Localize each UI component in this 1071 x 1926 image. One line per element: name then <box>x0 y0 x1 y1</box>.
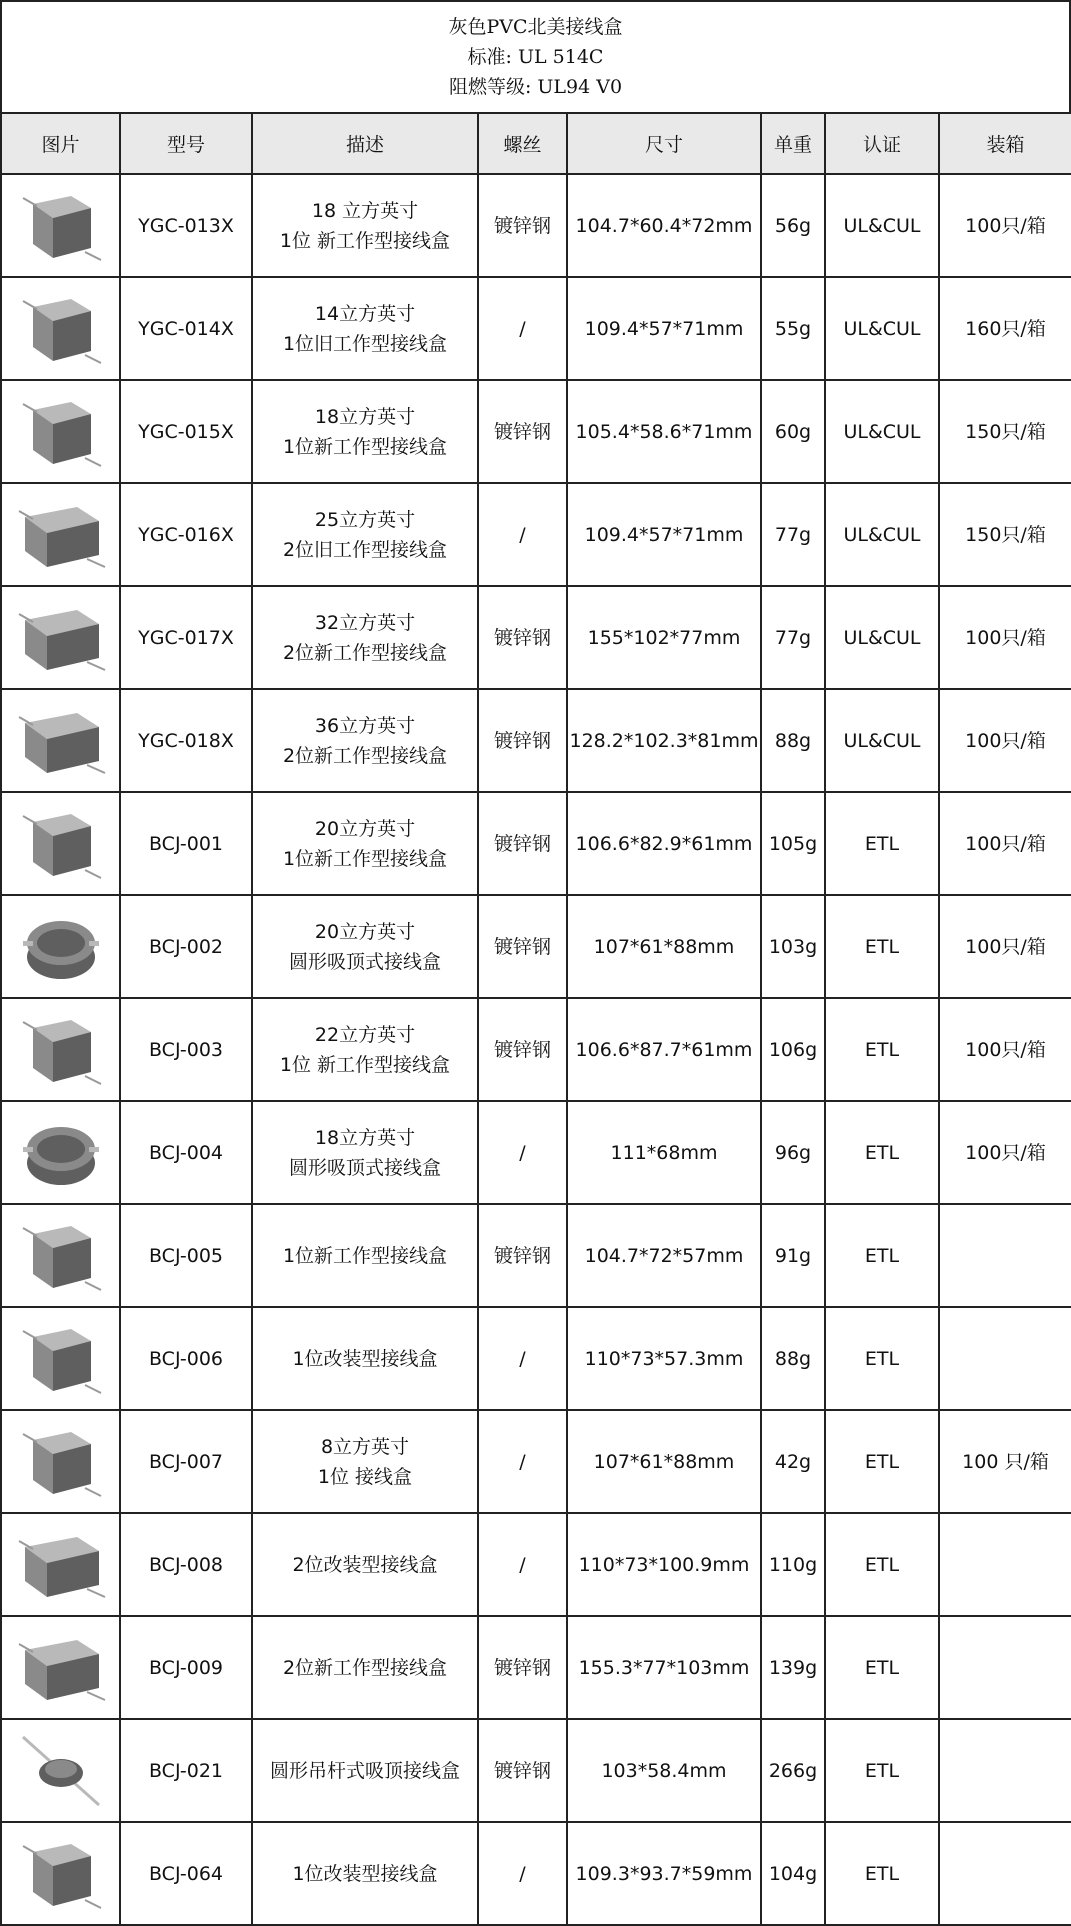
rect-box-icon <box>2 289 119 369</box>
table-row <box>1 895 1071 998</box>
packing-cell: 100 只/箱 <box>939 1410 1071 1513</box>
table-row <box>1 1616 1071 1719</box>
table-row <box>1 792 1071 895</box>
description-cell: 18立方英寸 1位新工作型接线盒 <box>252 380 478 483</box>
screw-cell: 镀锌钢 <box>478 895 567 998</box>
product-image-cell <box>1 792 120 895</box>
size-cell: 104.7*72*57mm <box>567 1204 761 1307</box>
product-image-cell <box>1 689 120 792</box>
product-image-cell <box>1 1822 120 1925</box>
size-cell: 105.4*58.6*71mm <box>567 380 761 483</box>
column-header-weight: 单重 <box>761 113 825 174</box>
certification-cell: ETL <box>825 1616 939 1719</box>
size-cell: 155*102*77mm <box>567 586 761 689</box>
table-row <box>1 1101 1071 1204</box>
weight-cell: 56g <box>761 174 825 277</box>
packing-cell: 100只/箱 <box>939 586 1071 689</box>
table-row <box>1 174 1071 277</box>
column-header-size: 尺寸 <box>567 113 761 174</box>
size-cell: 106.6*82.9*61mm <box>567 792 761 895</box>
description-cell: 18立方英寸 圆形吸顶式接线盒 <box>252 1101 478 1204</box>
screw-cell: 镀锌钢 <box>478 689 567 792</box>
description-cell: 1位新工作型接线盒 <box>252 1204 478 1307</box>
certification-cell: ETL <box>825 1822 939 1925</box>
certification-cell: ETL <box>825 1513 939 1616</box>
screw-cell: / <box>478 1307 567 1410</box>
screw-cell: / <box>478 483 567 586</box>
size-cell: 109.4*57*71mm <box>567 277 761 380</box>
model-cell: BCJ-008 <box>120 1513 252 1616</box>
description-cell: 18 立方英寸 1位 新工作型接线盒 <box>252 174 478 277</box>
weight-cell: 96g <box>761 1101 825 1204</box>
screw-cell: 镀锌钢 <box>478 174 567 277</box>
size-cell: 110*73*100.9mm <box>567 1513 761 1616</box>
product-image-cell <box>1 895 120 998</box>
size-cell: 111*68mm <box>567 1101 761 1204</box>
description-cell: 22立方英寸 1位 新工作型接线盒 <box>252 998 478 1101</box>
round-box-icon <box>2 907 119 987</box>
weight-cell: 91g <box>761 1204 825 1307</box>
double-box-icon <box>2 1628 119 1708</box>
size-cell: 110*73*57.3mm <box>567 1307 761 1410</box>
packing-cell <box>939 1616 1071 1719</box>
screw-cell: 镀锌钢 <box>478 586 567 689</box>
certification-cell: UL&CUL <box>825 277 939 380</box>
screw-cell: / <box>478 1513 567 1616</box>
weight-cell: 139g <box>761 1616 825 1719</box>
rect-box-icon <box>2 186 119 266</box>
table-row <box>1 1204 1071 1307</box>
model-cell: BCJ-064 <box>120 1822 252 1925</box>
model-cell: BCJ-003 <box>120 998 252 1101</box>
description-cell: 32立方英寸 2位新工作型接线盒 <box>252 586 478 689</box>
size-cell: 107*61*88mm <box>567 1410 761 1513</box>
description-cell: 1位改装型接线盒 <box>252 1822 478 1925</box>
certification-cell: ETL <box>825 1204 939 1307</box>
certification-cell: ETL <box>825 792 939 895</box>
column-header-model: 型号 <box>120 113 252 174</box>
double-box-icon <box>2 701 119 781</box>
screw-cell: / <box>478 277 567 380</box>
packing-cell <box>939 1513 1071 1616</box>
packing-cell: 100只/箱 <box>939 998 1071 1101</box>
table-row <box>1 483 1071 586</box>
weight-cell: 77g <box>761 586 825 689</box>
rect-box-icon <box>2 1422 119 1502</box>
weight-cell: 110g <box>761 1513 825 1616</box>
column-header-description: 描述 <box>252 113 478 174</box>
product-image-cell <box>1 1616 120 1719</box>
table-row <box>1 1719 1071 1822</box>
weight-cell: 106g <box>761 998 825 1101</box>
flame-rating-line: 阻燃等级: UL94 V0 <box>448 76 623 98</box>
screw-cell: 镀锌钢 <box>478 380 567 483</box>
certification-cell: UL&CUL <box>825 174 939 277</box>
table-row <box>1 1822 1071 1925</box>
model-cell: YGC-016X <box>120 483 252 586</box>
description-cell: 20立方英寸 1位新工作型接线盒 <box>252 792 478 895</box>
model-cell: YGC-018X <box>120 689 252 792</box>
packing-cell: 100只/箱 <box>939 1101 1071 1204</box>
product-image-cell <box>1 1513 120 1616</box>
weight-cell: 60g <box>761 380 825 483</box>
weight-cell: 77g <box>761 483 825 586</box>
screw-cell: 镀锌钢 <box>478 1719 567 1822</box>
column-header-certification: 认证 <box>825 113 939 174</box>
packing-cell: 100只/箱 <box>939 792 1071 895</box>
description-cell: 1位改装型接线盒 <box>252 1307 478 1410</box>
size-cell: 104.7*60.4*72mm <box>567 174 761 277</box>
table-row <box>1 998 1071 1101</box>
size-cell: 107*61*88mm <box>567 895 761 998</box>
table-row <box>1 380 1071 483</box>
weight-cell: 105g <box>761 792 825 895</box>
model-cell: YGC-017X <box>120 586 252 689</box>
model-cell: YGC-015X <box>120 380 252 483</box>
product-image-cell <box>1 1101 120 1204</box>
weight-cell: 42g <box>761 1410 825 1513</box>
model-cell: BCJ-005 <box>120 1204 252 1307</box>
weight-cell: 88g <box>761 689 825 792</box>
rect-box-icon <box>2 1834 119 1914</box>
size-cell: 106.6*87.7*61mm <box>567 998 761 1101</box>
table-body <box>1 174 1071 1925</box>
standard-line: 标准: UL 514C <box>467 46 604 68</box>
product-image-cell <box>1 998 120 1101</box>
table-row <box>1 689 1071 792</box>
weight-cell: 266g <box>761 1719 825 1822</box>
packing-cell <box>939 1204 1071 1307</box>
certification-cell: ETL <box>825 895 939 998</box>
product-image-cell <box>1 1719 120 1822</box>
column-header-screw: 螺丝 <box>478 113 567 174</box>
size-cell: 155.3*77*103mm <box>567 1616 761 1719</box>
model-cell: BCJ-001 <box>120 792 252 895</box>
model-cell: BCJ-009 <box>120 1616 252 1719</box>
certification-cell: ETL <box>825 1719 939 1822</box>
packing-cell: 100只/箱 <box>939 689 1071 792</box>
double-box-icon <box>2 598 119 678</box>
description-cell: 2位新工作型接线盒 <box>252 1616 478 1719</box>
packing-cell: 100只/箱 <box>939 895 1071 998</box>
weight-cell: 88g <box>761 1307 825 1410</box>
title-block <box>0 0 1071 112</box>
screw-cell: 镀锌钢 <box>478 998 567 1101</box>
table-row <box>1 586 1071 689</box>
model-cell: BCJ-007 <box>120 1410 252 1513</box>
certification-cell: UL&CUL <box>825 380 939 483</box>
certification-cell: UL&CUL <box>825 483 939 586</box>
model-cell: BCJ-002 <box>120 895 252 998</box>
weight-cell: 55g <box>761 277 825 380</box>
model-cell: BCJ-021 <box>120 1719 252 1822</box>
certification-cell: ETL <box>825 1101 939 1204</box>
description-cell: 25立方英寸 2位旧工作型接线盒 <box>252 483 478 586</box>
screw-cell: 镀锌钢 <box>478 1616 567 1719</box>
description-cell: 圆形吊杆式吸顶接线盒 <box>252 1719 478 1822</box>
model-cell: BCJ-006 <box>120 1307 252 1410</box>
product-table <box>0 112 1071 1926</box>
column-header-packing: 装箱 <box>939 113 1071 174</box>
screw-cell: / <box>478 1101 567 1204</box>
packing-cell <box>939 1719 1071 1822</box>
description-cell: 36立方英寸 2位新工作型接线盒 <box>252 689 478 792</box>
model-cell: YGC-013X <box>120 174 252 277</box>
product-image-cell <box>1 586 120 689</box>
rect-box-icon <box>2 1319 119 1399</box>
product-image-cell <box>1 1204 120 1307</box>
sheet-title: 灰色PVC北美接线盒 <box>448 16 623 38</box>
certification-cell: ETL <box>825 1410 939 1513</box>
rect-box-icon <box>2 804 119 884</box>
table-row <box>1 277 1071 380</box>
description-cell: 2位改装型接线盒 <box>252 1513 478 1616</box>
column-header-image: 图片 <box>1 113 120 174</box>
rect-box-icon <box>2 1216 119 1296</box>
screw-cell: 镀锌钢 <box>478 1204 567 1307</box>
certification-cell: UL&CUL <box>825 586 939 689</box>
packing-cell: 100只/箱 <box>939 174 1071 277</box>
screw-cell: / <box>478 1822 567 1925</box>
model-cell: YGC-014X <box>120 277 252 380</box>
round-box-icon <box>2 1113 119 1193</box>
rect-box-icon <box>2 1010 119 1090</box>
table-row <box>1 1513 1071 1616</box>
product-image-cell <box>1 277 120 380</box>
rect-box-icon <box>2 392 119 472</box>
weight-cell: 104g <box>761 1822 825 1925</box>
size-cell: 109.4*57*71mm <box>567 483 761 586</box>
double-box-icon <box>2 1525 119 1605</box>
weight-cell: 103g <box>761 895 825 998</box>
certification-cell: UL&CUL <box>825 689 939 792</box>
table-row <box>1 1410 1071 1513</box>
model-cell: BCJ-004 <box>120 1101 252 1204</box>
packing-cell: 150只/箱 <box>939 380 1071 483</box>
product-image-cell <box>1 380 120 483</box>
certification-cell: ETL <box>825 1307 939 1410</box>
header-row <box>1 113 1071 174</box>
certification-cell: ETL <box>825 998 939 1101</box>
description-cell: 14立方英寸 1位旧工作型接线盒 <box>252 277 478 380</box>
product-image-cell <box>1 174 120 277</box>
screw-cell: 镀锌钢 <box>478 792 567 895</box>
table-row <box>1 1307 1071 1410</box>
product-image-cell <box>1 483 120 586</box>
size-cell: 103*58.4mm <box>567 1719 761 1822</box>
packing-cell: 160只/箱 <box>939 277 1071 380</box>
description-cell: 8立方英寸 1位 接线盒 <box>252 1410 478 1513</box>
packing-cell <box>939 1307 1071 1410</box>
description-cell: 20立方英寸 圆形吸顶式接线盒 <box>252 895 478 998</box>
product-image-cell <box>1 1307 120 1410</box>
double-box-icon <box>2 495 119 575</box>
size-cell: 128.2*102.3*81mm <box>567 689 761 792</box>
packing-cell <box>939 1822 1071 1925</box>
packing-cell: 150只/箱 <box>939 483 1071 586</box>
size-cell: 109.3*93.7*59mm <box>567 1822 761 1925</box>
hanger-bar-box-icon <box>2 1731 119 1811</box>
screw-cell: / <box>478 1410 567 1513</box>
product-image-cell <box>1 1410 120 1513</box>
